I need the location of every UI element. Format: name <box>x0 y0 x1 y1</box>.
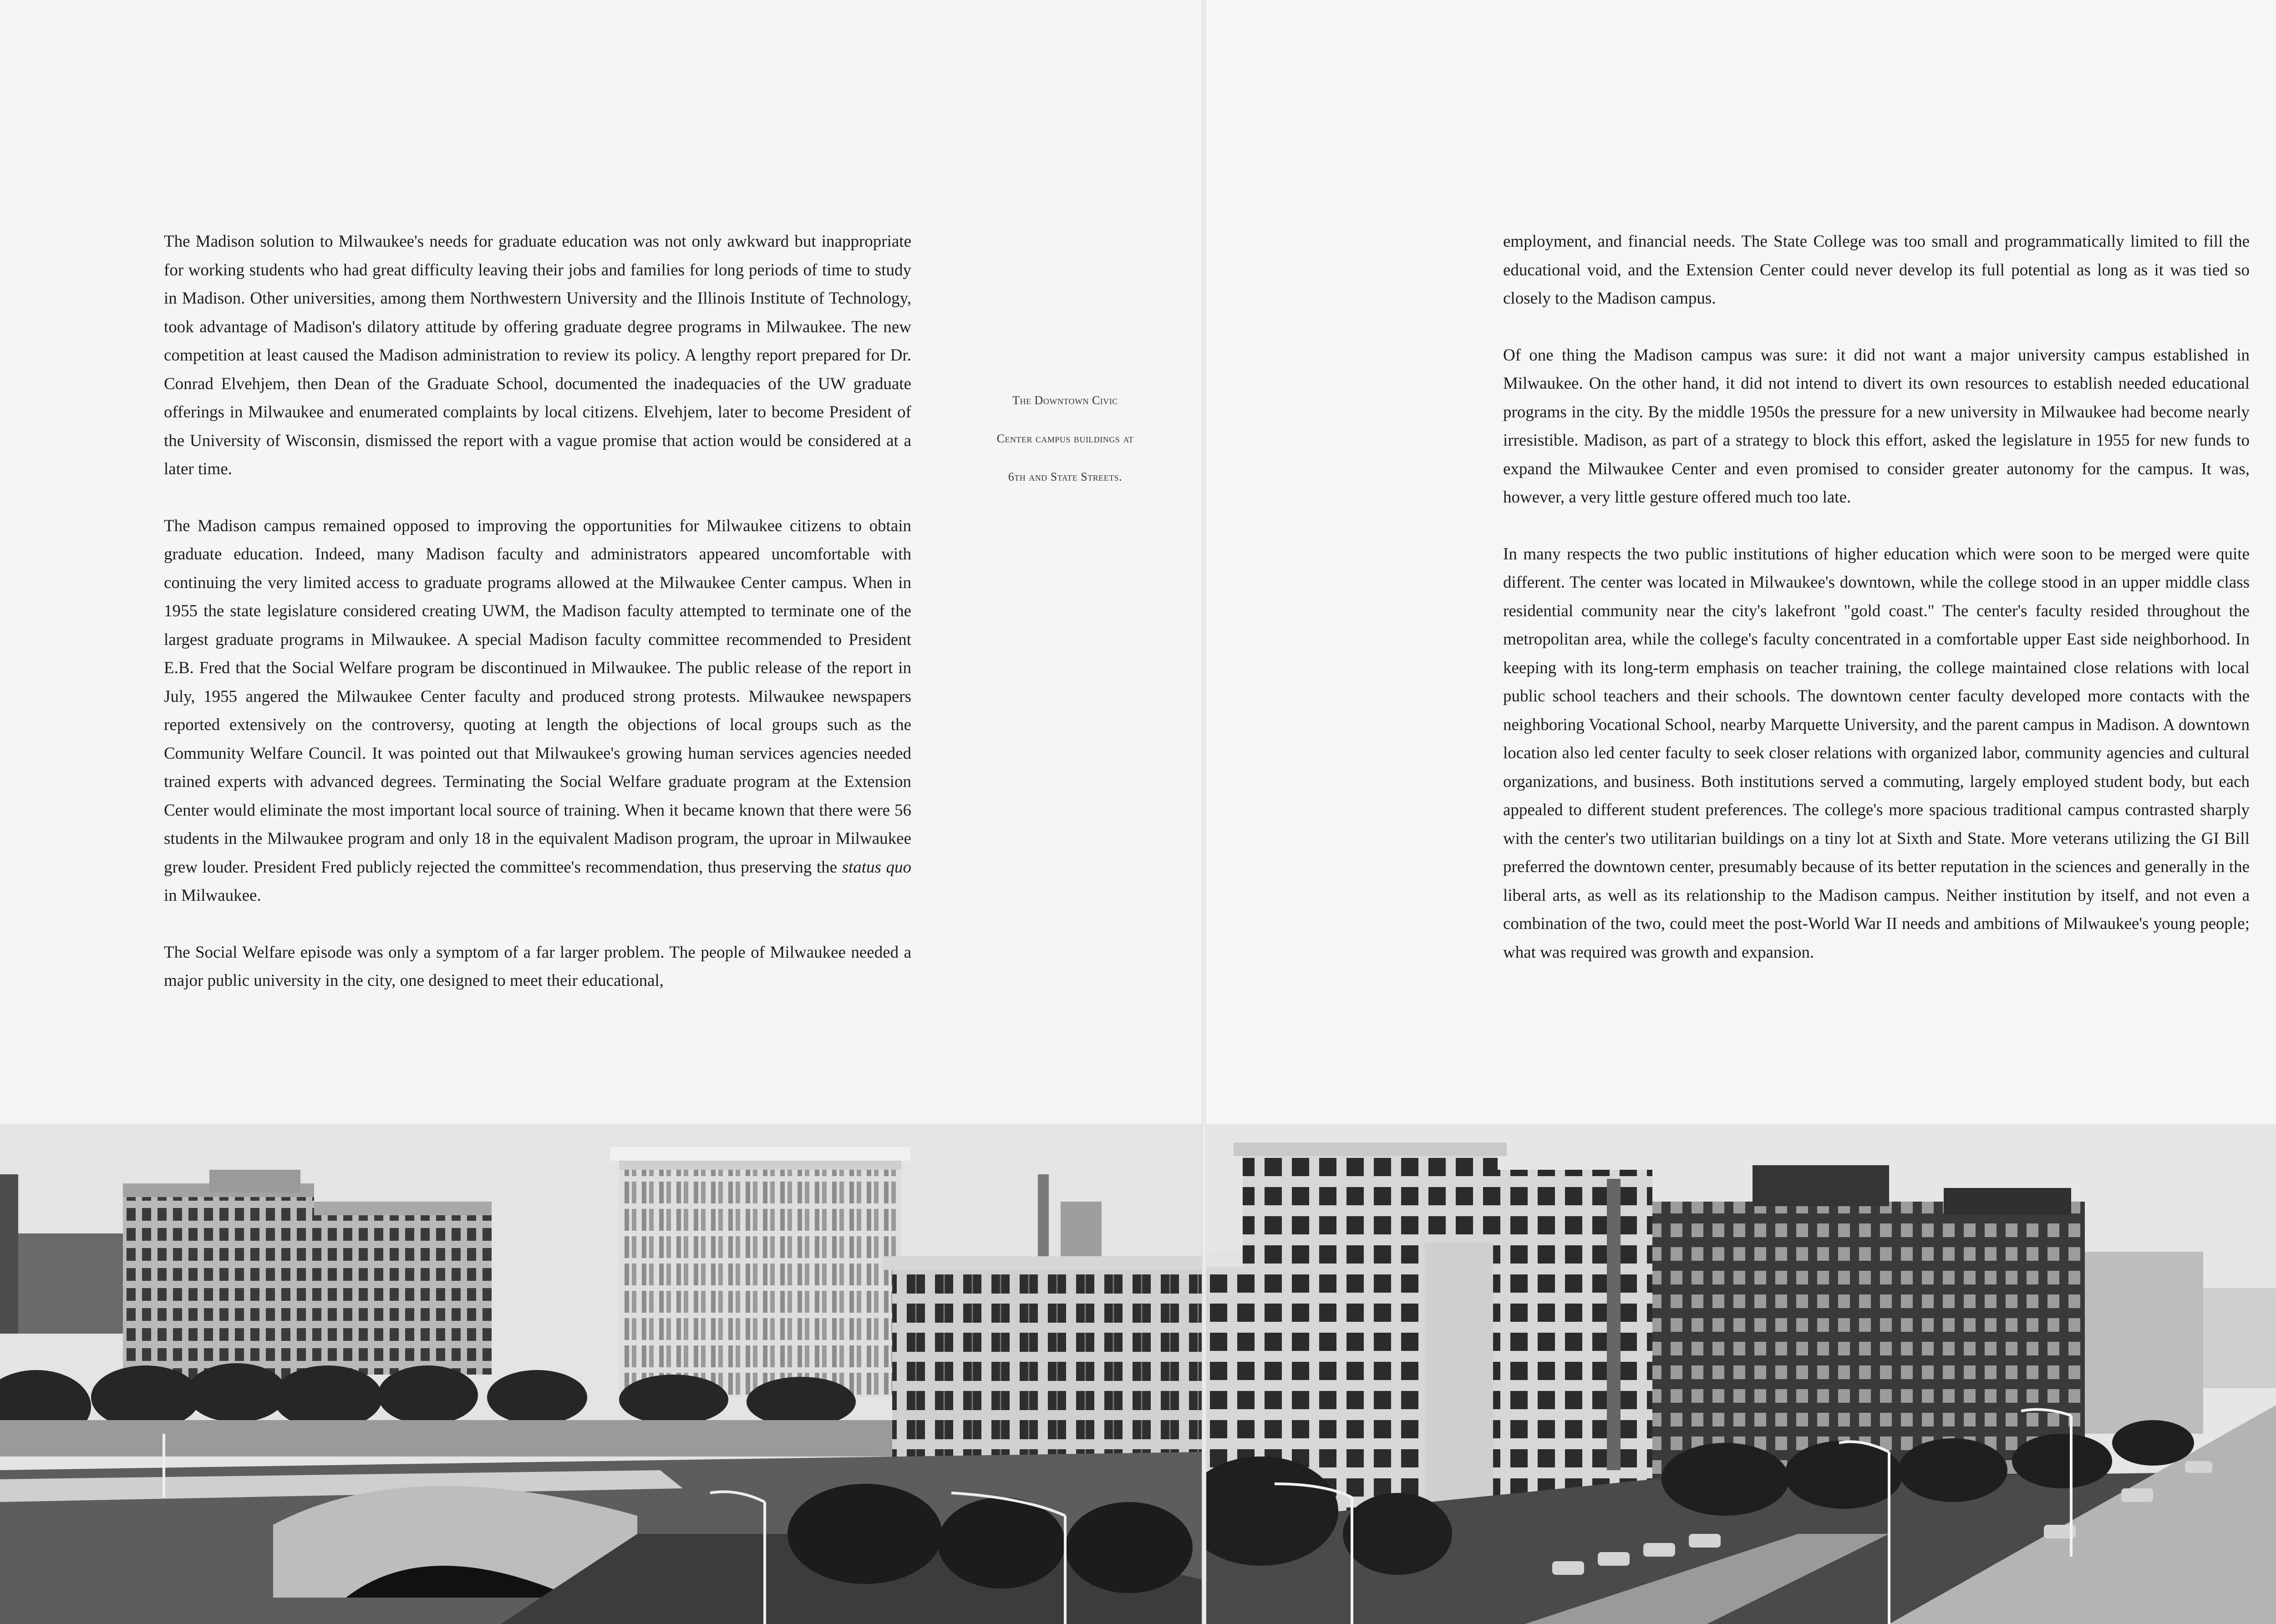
campus-photo-left <box>0 1124 1202 1624</box>
caption-line-2: Center campus buildings at <box>996 432 1134 445</box>
caption-line-3: 6th and State Streets. <box>1008 470 1123 483</box>
left-paragraph-1: The Madison solution to Milwaukee's needs for graduate education was not only awkward but inappropriate for working students who had great difficulty leaving their jobs and families for long periods of time to study in Madison. Other universities, among them Northwestern University and the Illinois Institute of Technology, took advantage of Madison's dilatory attitude by offering graduate degree programs in Milwaukee. The new competition at least caused the Madison administration to review its policy. A lengthy report prepared for Dr. Conrad Elvehjem, then Dean of the Graduate School, documented the inadequacies of the UW graduate offerings in Milwaukee and enumerated complaints by local citizens. Elvehjem, later to become President of the University of Wisconsin, dismissed the report with a vague promise that action would be considered at a later time. <box>164 232 911 478</box>
campus-photo-right <box>1206 1124 2276 1624</box>
right-paragraph-1: employment, and financial needs. The State College was too small and programmatically limited to fill the educational void, and the Extension Center could never develop its full potential as long as it was tied so closely to the Madison campus. <box>1503 232 2250 308</box>
book-gutter <box>1202 0 1206 1624</box>
right-paragraph-2: Of one thing the Madison campus was sure: it did not want a major university campus established in Milwaukee. On the other hand, it did not intend to divert its own resources to establish needed educational programs in the city. By the middle 1950s the pressure for a new university in Milwaukee had become nearly irresistible. Madison, as part of a strategy to block this effort, asked the legislature in 1955 for new funds to expand the Milwaukee Center and even promised to consider greater autonomy for the campus. It was, however, a very little gesture offered much too late. <box>1503 345 2250 507</box>
photo-caption <box>970 381 1161 496</box>
left-paragraph-3: The Social Welfare episode was only a symptom of a far larger problem. The people of Milwaukee needed a major public university in the city, one designed to meet their educational, <box>164 943 911 990</box>
left-paragraph-2-end: in Milwaukee. <box>164 886 261 905</box>
caption-line-1: The Downtown Civic <box>1012 394 1118 407</box>
italic-phrase: status quo <box>842 858 912 877</box>
right-page-text-column <box>1503 228 2250 967</box>
campus-photo-right-image <box>1206 1124 2276 1624</box>
left-paragraph-2 <box>164 512 911 910</box>
campus-photo-left-image <box>0 1124 1202 1624</box>
left-paragraph-2-text: The Madison campus remained opposed to improving the opportunities for Milwaukee citizens to obtain graduate education. Indeed, many Madison faculty and administrators appeared uncomfortable with continuing the very limited access to graduate programs allowed at the Milwaukee Center campus. When in 1955 the state legislature considered creating UWM, the Madison faculty attempted to terminate one of the largest graduate programs in Milwaukee. A special Madison faculty committee recommended to President E.B. Fred that the Social Welfare program be discontinued in Milwaukee. The public release of the report in July, 1955 angered the Milwaukee Center faculty and produced strong protests. Milwaukee newspapers reported extensively on the controversy, quoting at length the objections of local groups such as the Community Welfare Council. It was pointed out that Milwaukee's growing human services agencies needed trained experts with advanced degrees. Terminating the Social Welfare graduate program at the Extension Center would eliminate the most important local source of training. When it became known that there were 56 students in the Milwaukee program and only 18 in the equivalent Madison program, the uproar in Milwaukee grew louder. President Fred publicly rejected the committee's recommendation, thus preserving the <box>164 516 911 877</box>
right-paragraph-3: In many respects the two public institutions of higher education which were soon to be merged were quite different. The center was located in Milwaukee's downtown, while the college stood in an upper middle class residential community near the city's lakefront "gold coast." The center's faculty resided throughout the metropolitan area, while the college's faculty concentrated in a comfortable upper East side neighborhood. In keeping with its long-term emphasis on teacher training, the college maintained close relations with local public school teachers and their schools. The downtown center faculty developed more contacts with the neighboring Vocational School, nearby Marquette University, and the parent campus in Madison. A downtown location also led center faculty to seek closer relations with organized labor, community agencies and cultural organizations, and business. Both institutions served a commuting, largely employed student body, but each appealed to different student preferences. The college's more spacious traditional campus contrasted sharply with the center's two utilitarian buildings on a tiny lot at Sixth and State. More veterans utilizing the GI Bill preferred the downtown center, presumably because of its better reputation in the sciences and generally in the liberal arts, as well as its relationship to the Madison campus. Neither institution by itself, and not even a combination of the two, could meet the post-World War II needs and ambitions of Milwaukee's young people; what was required was growth and expansion. <box>1503 544 2250 962</box>
left-page-text-column <box>164 228 911 995</box>
